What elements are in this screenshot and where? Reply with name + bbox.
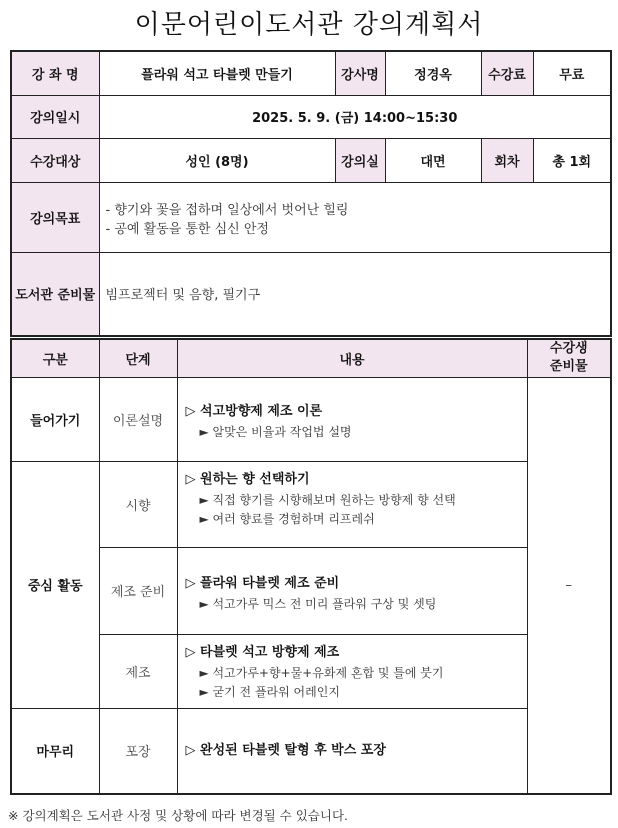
step-make: 제조 xyxy=(99,634,177,708)
room-value: 대면 xyxy=(385,138,481,182)
content-bullet: ► 굳기 전 플라워 어레인지 xyxy=(199,684,340,699)
target-value: 성인 (8명) xyxy=(99,138,335,182)
step-header: 단계 xyxy=(99,339,177,377)
room-label: 강의실 xyxy=(335,138,385,182)
page-title: 이문어린이도서관 강의계획서 xyxy=(134,10,484,40)
goal-item: - 향기와 꽃을 접하며 일상에서 벗어난 힐링 xyxy=(105,202,349,218)
section-header: 구분 xyxy=(11,339,99,377)
sessions-label: 회차 xyxy=(481,138,533,182)
content-scent xyxy=(177,461,527,547)
lesson-plan-table xyxy=(10,338,612,795)
content-make xyxy=(177,634,527,708)
content-header: 내용 xyxy=(177,339,527,377)
teacher-label: 강사명 xyxy=(335,51,385,95)
goal-list xyxy=(99,182,611,252)
content-bullet: ► 여러 향료를 경험하며 리프레쉬 xyxy=(199,511,375,526)
content-prep xyxy=(177,547,527,634)
fee-label: 수강료 xyxy=(481,51,533,95)
course-info-table xyxy=(10,50,612,337)
content-theory xyxy=(177,377,527,461)
step-pack: 포장 xyxy=(99,708,177,794)
goal-item: - 공예 활동을 통한 심신 안정 xyxy=(105,221,269,237)
student-prep-value: – xyxy=(527,377,611,794)
content-heading: ▷ 완성된 타블렛 탈형 후 박스 포장 xyxy=(185,743,386,759)
date-value: 2025. 5. 9. (금) 14:00~15:30 xyxy=(99,95,611,138)
section-finish: 마무리 xyxy=(11,708,99,794)
date-label: 강의일시 xyxy=(11,95,99,138)
step-theory: 이론설명 xyxy=(99,377,177,461)
content-heading: ▷ 플라워 타블렛 제조 준비 xyxy=(185,575,340,591)
section-intro: 들어가기 xyxy=(11,377,99,461)
content-bullet: ► 석고가루 믹스 전 미리 플라워 구상 및 셋팅 xyxy=(199,596,437,611)
teacher-value: 정경옥 xyxy=(385,51,481,95)
sessions-value: 총 1회 xyxy=(533,138,611,182)
goal-label: 강의목표 xyxy=(11,182,99,252)
fee-value: 무료 xyxy=(533,51,611,95)
step-prep: 제조 준비 xyxy=(99,547,177,634)
target-label: 수강대상 xyxy=(11,138,99,182)
footnote: ※ 강의계획은 도서관 사정 및 상황에 따라 변경될 수 있습니다. xyxy=(8,808,349,823)
course-value: 플라워 석고 타블렛 만들기 xyxy=(99,51,335,95)
content-bullet: ► 알맞은 비율과 작업법 설명 xyxy=(199,424,352,439)
course-label: 강 좌 명 xyxy=(11,51,99,95)
content-bullet: ► 직접 향기를 시향해보며 원하는 방향제 향 선택 xyxy=(199,492,456,507)
content-bullet: ► 석고가루+향+물+유화제 혼합 및 틀에 붓기 xyxy=(199,665,444,680)
content-heading: ▷ 타블렛 석고 방향제 제조 xyxy=(185,644,340,660)
prep-label: 도서관 준비물 xyxy=(11,252,99,336)
content-pack xyxy=(177,708,527,794)
prep-value: 빔프로젝터 및 음향, 필기구 xyxy=(99,252,611,336)
content-heading: ▷ 석고방향제 제조 이론 xyxy=(185,403,323,419)
student-prep-header: 수강생 준비물 xyxy=(527,339,611,377)
content-heading: ▷ 원하는 향 선택하기 xyxy=(185,471,310,487)
step-scent: 시향 xyxy=(99,461,177,547)
section-main: 중심 활동 xyxy=(11,461,99,708)
